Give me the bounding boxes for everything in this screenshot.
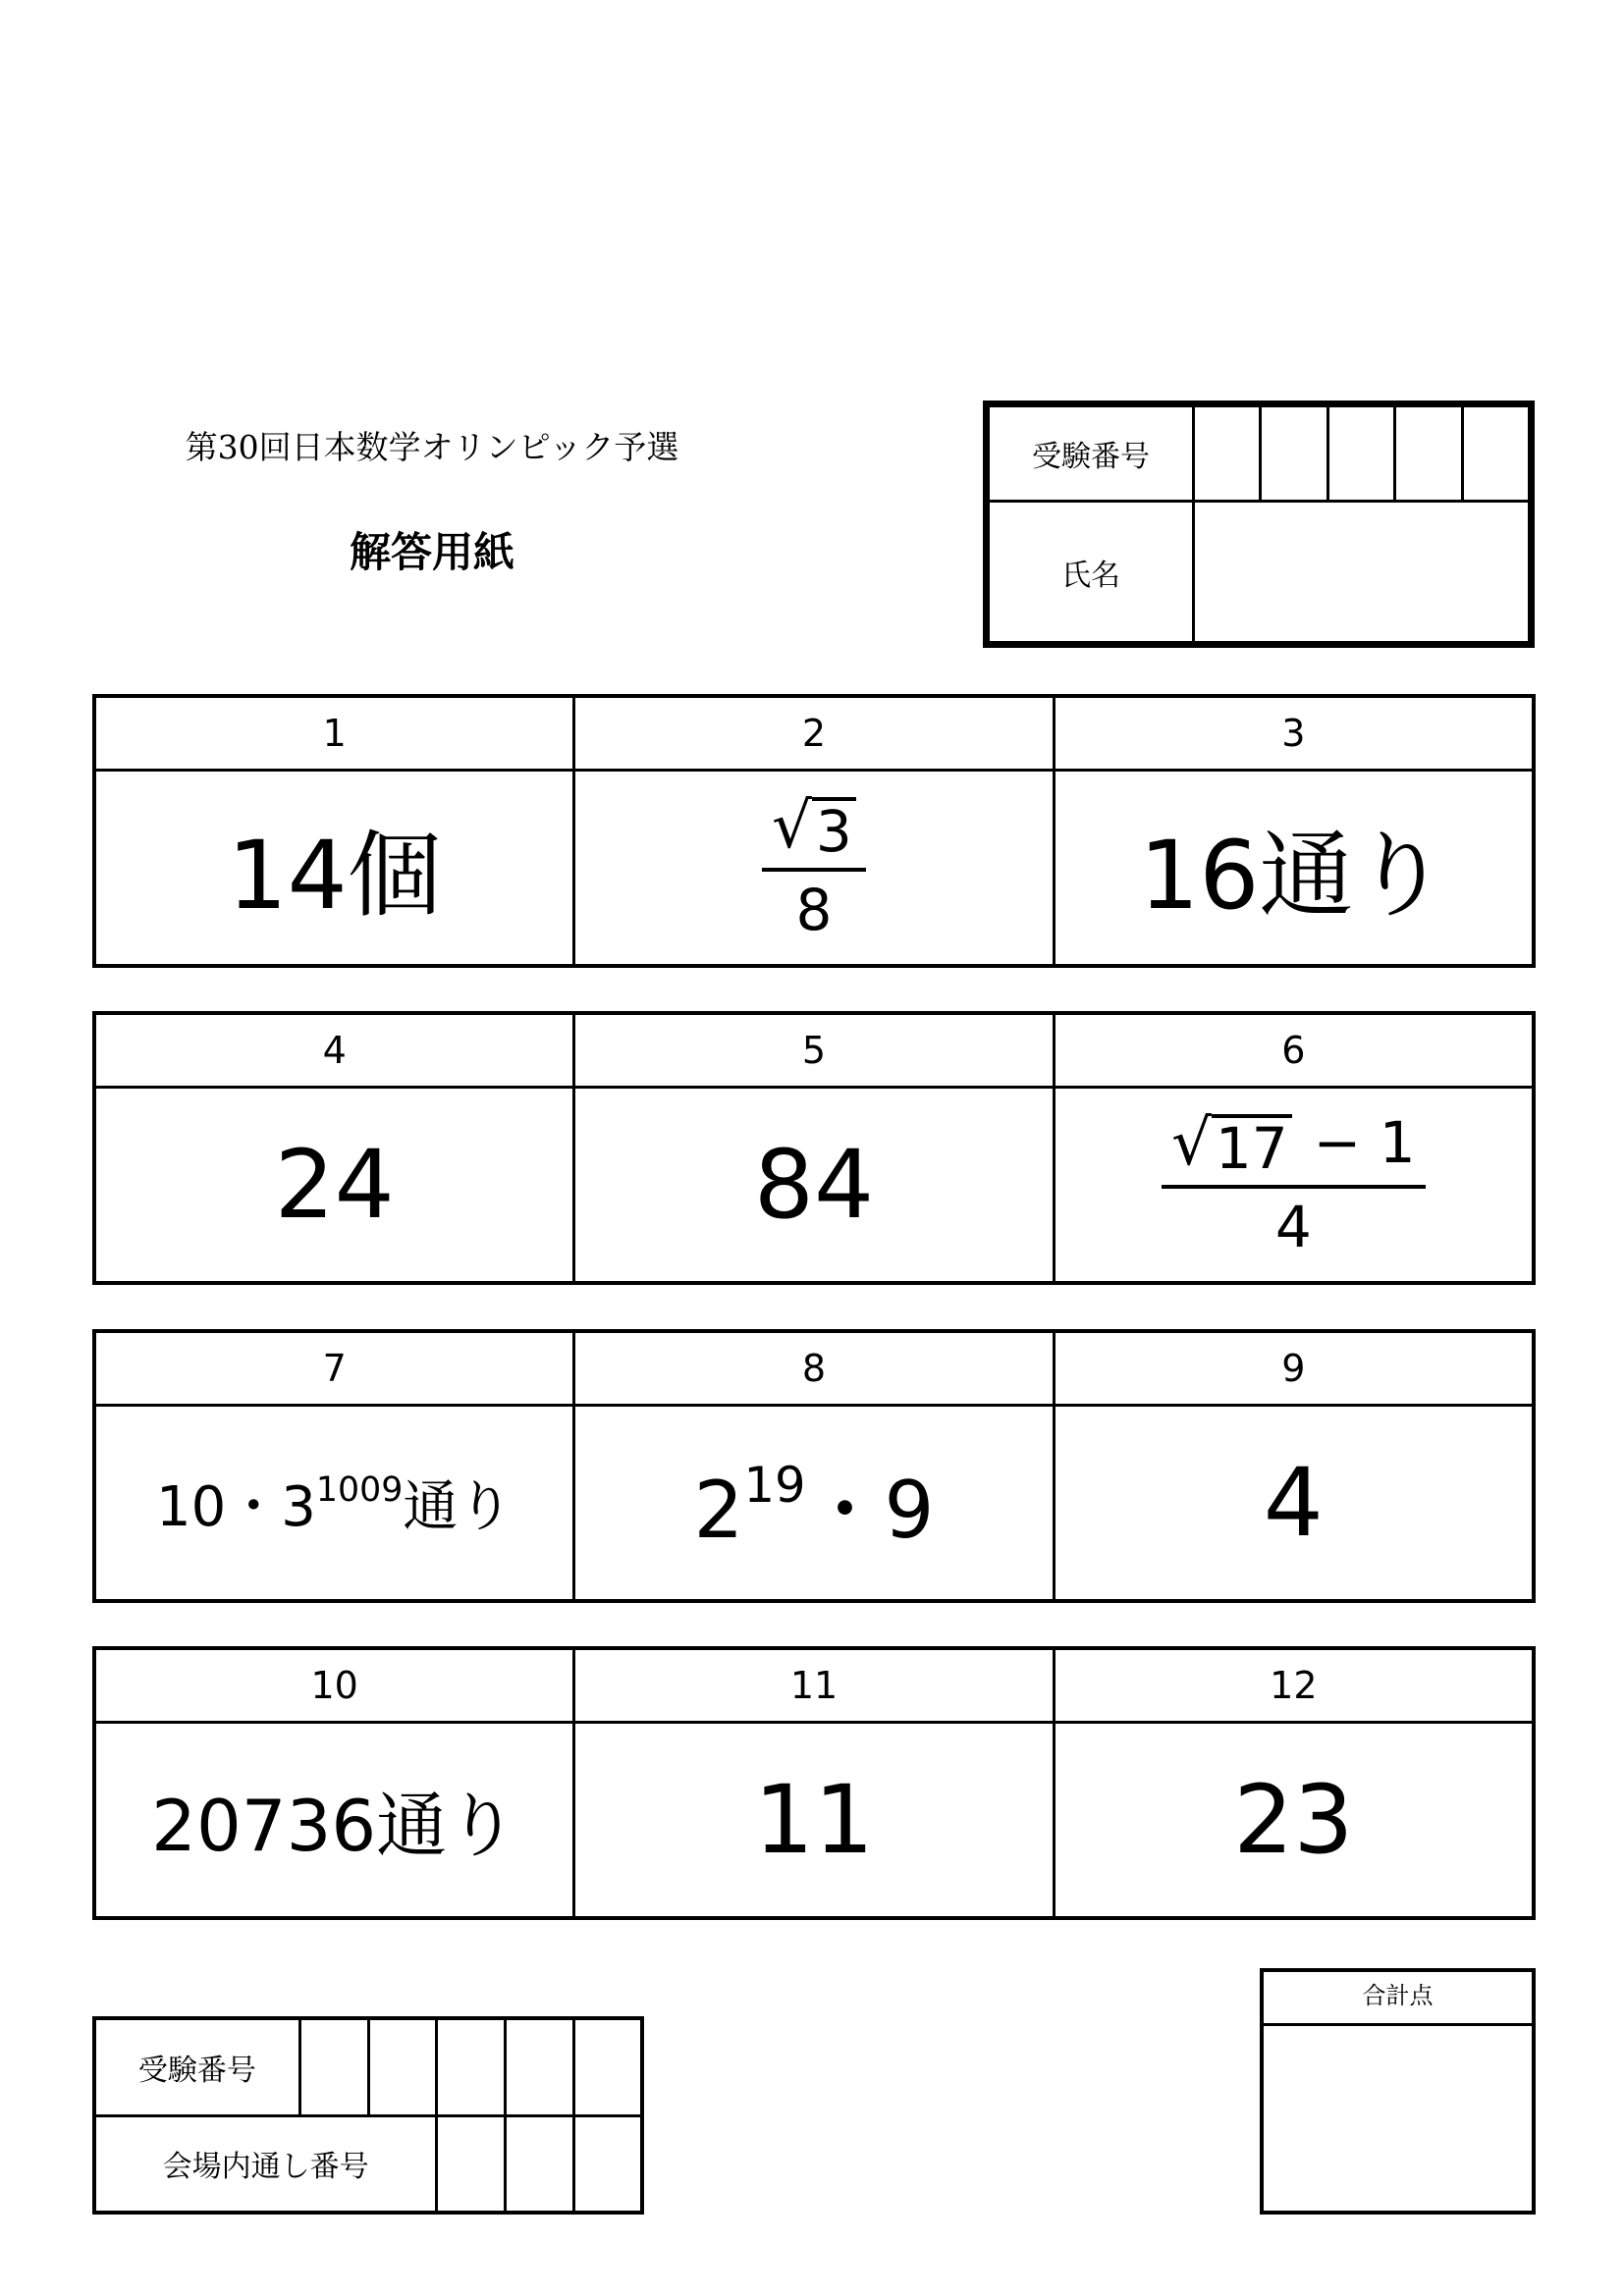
venue-serial-label: 会場内通し番号 — [94, 2115, 437, 2213]
total-score-field[interactable] — [1264, 2026, 1532, 2213]
exam-number-digit-box[interactable] — [506, 2018, 574, 2115]
exam-number-digit-box[interactable] — [299, 2018, 368, 2115]
problem-number: 1 — [94, 696, 574, 771]
answer-row-2 — [92, 1011, 1536, 1284]
exam-number-label: 受験番号 — [94, 2018, 299, 2115]
square-root: √ 3 — [772, 797, 856, 860]
name-label: 氏名 — [989, 502, 1194, 643]
answer-text: 4 — [1263, 1448, 1324, 1558]
answer-text: 84 — [753, 1130, 875, 1240]
total-score-label: 合計点 — [1264, 1972, 1532, 2026]
answer-cell — [94, 1406, 574, 1602]
problem-number: 5 — [574, 1013, 1054, 1088]
answer-row-3 — [92, 1329, 1536, 1602]
exam-number-label: 受験番号 — [989, 406, 1194, 502]
answer-base: 10・3 — [156, 1475, 316, 1539]
answer-text: 16通り — [1139, 820, 1448, 931]
answer-cell — [94, 1088, 574, 1284]
problem-number: 12 — [1054, 1648, 1534, 1723]
problem-number: 9 — [1054, 1331, 1534, 1406]
answer-text: 24 — [274, 1130, 395, 1240]
problem-number: 3 — [1054, 696, 1534, 771]
exam-number-digit-box[interactable] — [368, 2018, 437, 2115]
venue-serial-digit-box[interactable] — [573, 2115, 642, 2213]
answer-suffix: 通り — [403, 1475, 514, 1539]
exam-number-digit-box[interactable] — [1194, 406, 1261, 502]
answer-cell — [94, 1723, 574, 1919]
problem-number: 10 — [94, 1648, 574, 1723]
problem-number: 7 — [94, 1331, 574, 1406]
name-field[interactable] — [1194, 502, 1530, 643]
answer-cell — [574, 1723, 1054, 1919]
answer-cell — [94, 771, 574, 967]
exam-number-digit-box[interactable] — [437, 2018, 506, 2115]
answer-cell — [574, 771, 1054, 967]
problem-number: 11 — [574, 1648, 1054, 1723]
venue-serial-digit-box[interactable] — [506, 2115, 574, 2213]
venue-serial-digit-box[interactable] — [437, 2115, 506, 2213]
answer-cell — [1054, 1723, 1534, 1919]
answer-text: 23 — [1233, 1765, 1354, 1875]
fraction — [762, 790, 866, 943]
exam-number-digit-box[interactable] — [1261, 406, 1327, 502]
answer-cell — [574, 1088, 1054, 1284]
answer-text: 14個 — [227, 820, 442, 931]
answer-row-4 — [92, 1646, 1536, 1919]
answer-cell — [1054, 1088, 1534, 1284]
answer-tail: ・9 — [805, 1464, 935, 1556]
denominator: 8 — [795, 877, 833, 943]
answer-cell — [574, 1406, 1054, 1602]
examinee-id-box — [983, 400, 1535, 648]
problem-number: 4 — [94, 1013, 574, 1088]
exam-title: 第30回日本数学オリンピック予選 — [185, 428, 679, 466]
answer-cell — [1054, 1406, 1534, 1602]
answer-base: 2 — [693, 1464, 744, 1556]
problem-number: 2 — [574, 696, 1054, 771]
exam-number-digit-box[interactable] — [1395, 406, 1462, 502]
square-root: √ 17 — [1171, 1114, 1292, 1177]
exponent: 1009 — [315, 1470, 404, 1511]
answer-cell — [1054, 771, 1534, 967]
exponent: 19 — [743, 1457, 806, 1515]
problem-number: 8 — [574, 1331, 1054, 1406]
answer-text: 11 — [753, 1765, 875, 1875]
denominator: 4 — [1274, 1194, 1312, 1260]
exam-number-digit-box[interactable] — [573, 2018, 642, 2115]
answer-row-1 — [92, 694, 1536, 967]
answer-sheet-title: 解答用紙 — [349, 528, 514, 576]
bottom-id-box — [92, 2016, 644, 2215]
fraction: √ 17 − 1 4 — [1162, 1114, 1426, 1255]
total-score-box — [1260, 1968, 1536, 2215]
exam-number-digit-box[interactable] — [1327, 406, 1394, 502]
exam-number-digit-box[interactable] — [1462, 406, 1529, 502]
problem-number: 6 — [1054, 1013, 1534, 1088]
answer-text: 20736通り — [151, 1785, 518, 1867]
